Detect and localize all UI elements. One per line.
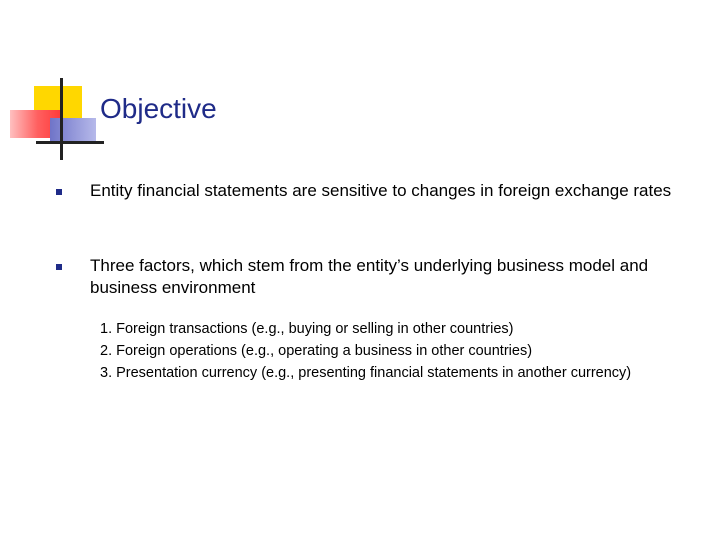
slide-title: Objective <box>100 93 217 124</box>
factor-item: 3. Presentation currency (e.g., presenting financial statements in another currency) <box>100 365 632 381</box>
bullet-text: Entity financial statements are sensitive to changes in foreign exchange rates <box>90 181 672 200</box>
bullet-square-icon <box>56 189 62 195</box>
factor-item: 2. Foreign operations (e.g., operating a business in other countries) <box>100 343 533 359</box>
factor-list <box>100 318 660 384</box>
bullet-square-icon <box>56 264 62 270</box>
factor-item: 1. Foreign transactions (e.g., buying or selling in other countries) <box>100 321 514 337</box>
bullet-text: Three factors, which stem from the entity’s underlying business model and business environment <box>90 256 649 297</box>
decorative-blue-bar <box>50 118 96 142</box>
decorative-vertical-line <box>60 78 63 160</box>
decorative-horizontal-line <box>36 141 104 144</box>
